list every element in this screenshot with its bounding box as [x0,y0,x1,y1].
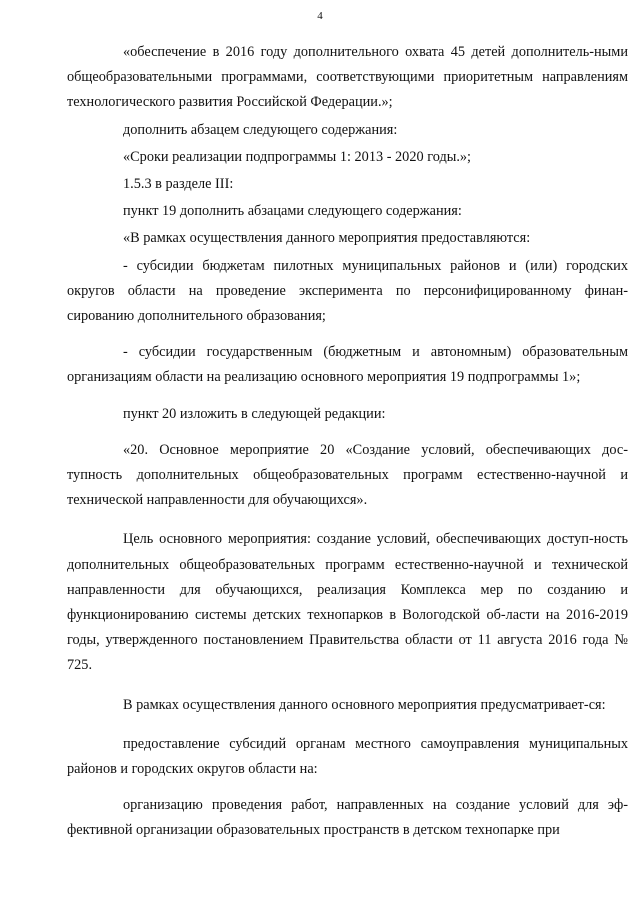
paragraph-item-19: пункт 19 дополнить абзацами следующего содержания: [123,203,462,220]
paragraph-section-heading: 1.5.3 в разделе III: [123,176,234,193]
paragraph-organization-works: организацию проведения работ, направленных на создание условий для эф-фективной организации образовательных пространств в детском технопарке при [67,797,628,839]
paragraph-implementation-period: «Сроки реализации подпрограммы 1: 2013 - 2020 годы.»; [123,148,472,165]
paragraph-subsidies-state: - субсидии государственным (бюджетным и автономным) образовательным организациям области на реализацию основного мероприятия 19 подпрограммы 1»; [67,344,628,386]
paragraph-main-activity-20: «20. Основное мероприятие 20 «Создание условий, обеспечивающих дос-тупность дополнительных общеобразовательных программ естественно-научной и технической направленности для обучающихся». [67,441,628,509]
document-body [67,40,628,844]
paragraph-subsidy-provision: предоставление субсидий органам местного самоуправления муниципальных районов и городских округов области на: [67,735,628,778]
paragraph-activity-goal: Цель основного мероприятия: создание условий, обеспечивающих доступ-ность дополнительных общеобразовательных программ естественно-научной и технической направленности для обучающихся, реализация Комплекса мер по созданию и функционированию системы детских технопарков в Вологодской об-ласти на 2016-2019 годы, утвержденного постановлением Правительства области от 11 августа 2016 года № 725. [67,531,628,674]
page-number: 4 [317,10,323,22]
paragraph-within-activity: «В рамках осуществления данного мероприятия предоставляются: [123,230,531,247]
paragraph-subsidies-municipal: - субсидии бюджетам пилотных муниципальных районов и (или) городских округов области на проведение эксперимента по персонифицированному финан-сированию дополнительного образования; [67,257,628,325]
paragraph-item-20: пункт 20 изложить в следующей редакции: [123,405,386,422]
paragraph-additional-coverage: «обеспечение в 2016 году дополнительного охвата 45 детей дополнитель-ными общеобразовательными программами, соответствующими приоритетным направлениям технологического развития Российской Федерации.»; [67,44,628,111]
paragraph-add-clause: дополнить абзацем следующего содержания: [123,121,398,138]
paragraph-activity-provides: В рамках осуществления данного основного мероприятия предусматривает-ся: [123,696,606,713]
